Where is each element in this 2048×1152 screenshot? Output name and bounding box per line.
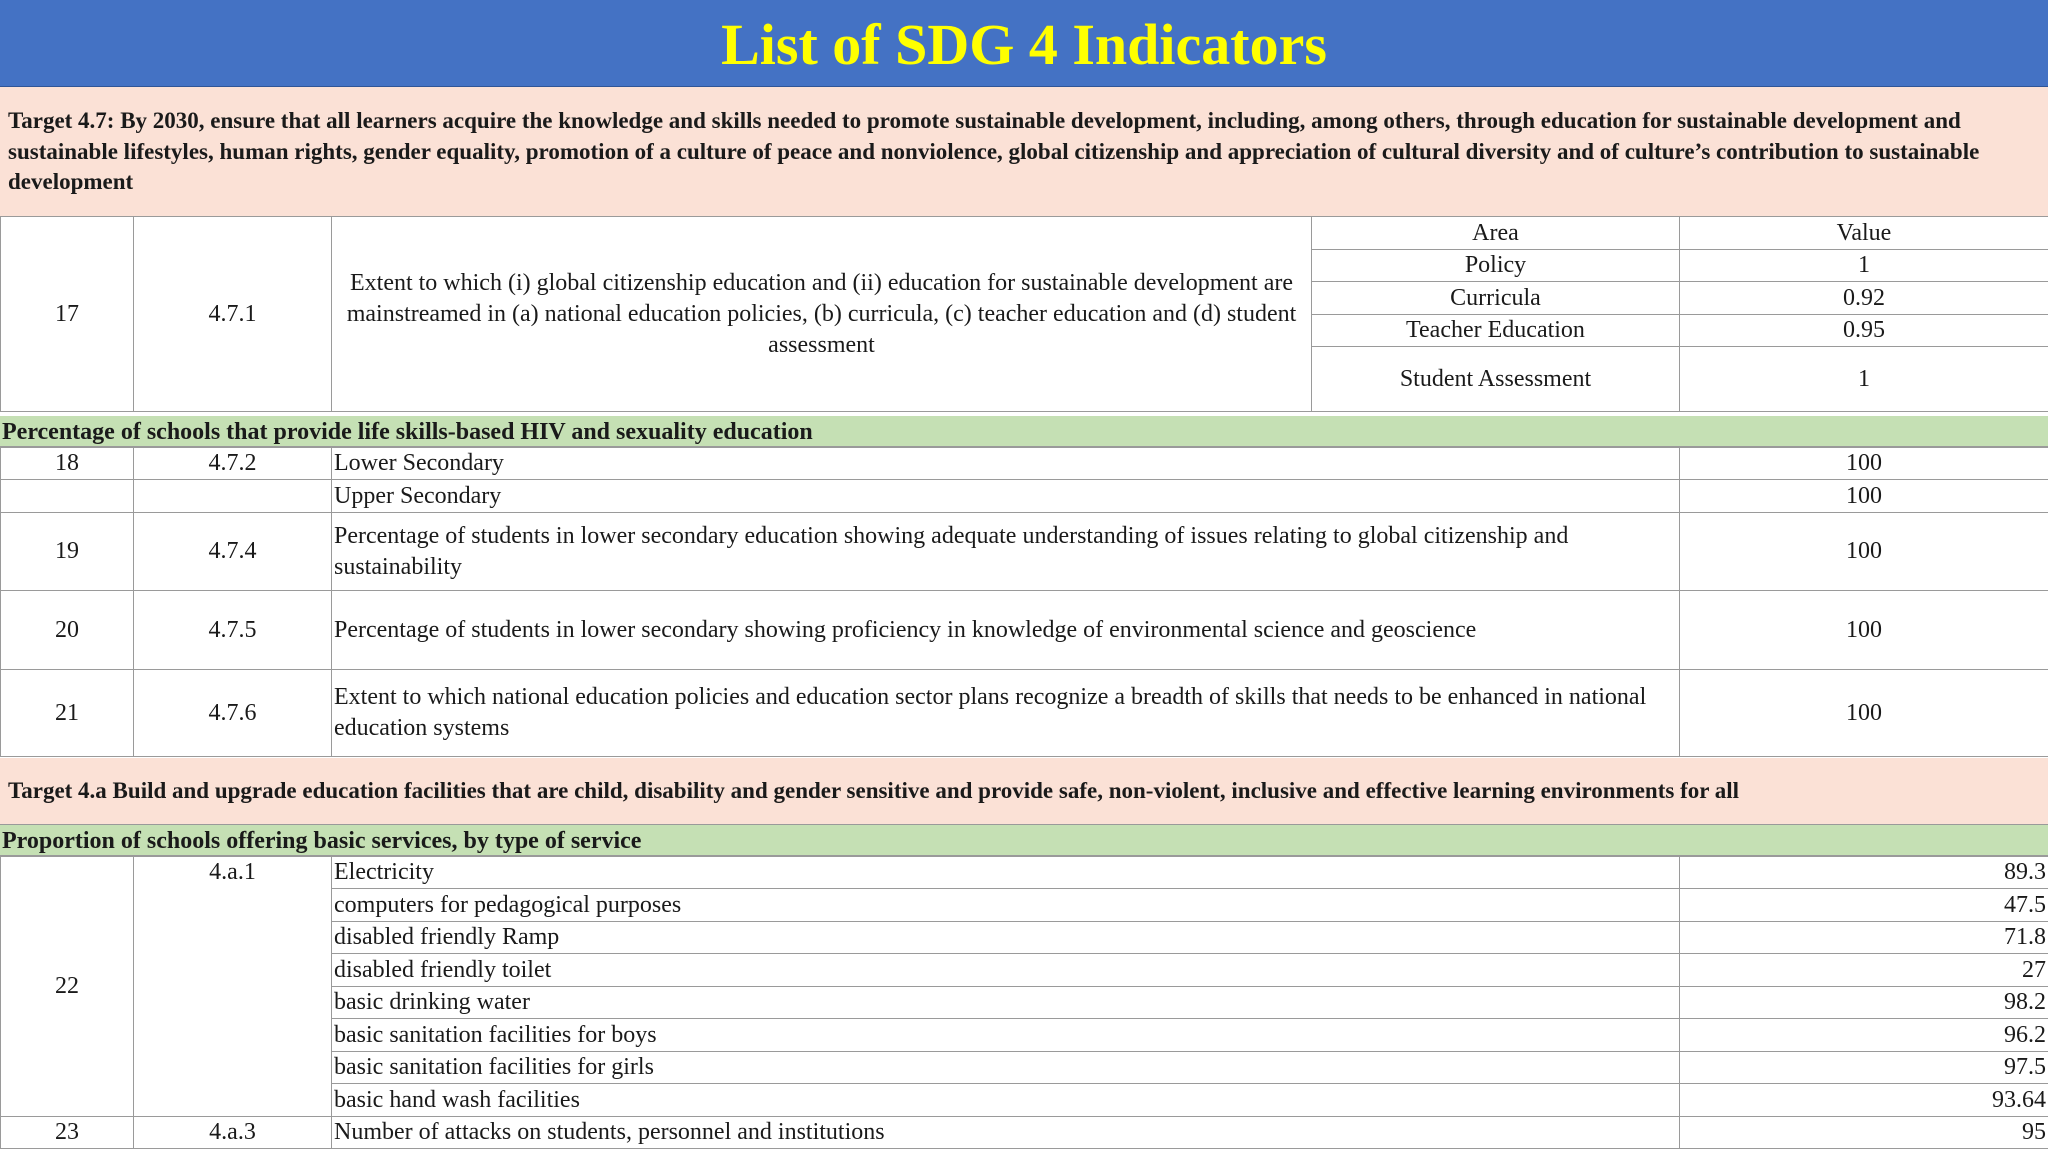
- value-cell: 47.5: [1680, 889, 2048, 922]
- area-cell: Student Assessment: [1312, 347, 1680, 412]
- indicator-description: Percentage of students in lower secondary education showing adequate understanding of issues relating to global citizenship and sustainability: [332, 513, 1680, 591]
- hiv-education-header-text: Percentage of schools that provide life skills-based HIV and sexuality education: [2, 419, 813, 445]
- value-cell: 1: [1680, 347, 2048, 412]
- value-cell: 93.64: [1680, 1084, 2048, 1117]
- table-row: [1, 217, 2048, 250]
- value-cell: 100: [1680, 448, 2048, 480]
- value-cell: 0.95: [1680, 315, 2048, 347]
- area-cell: Policy: [1312, 250, 1680, 282]
- indicator-description: Extent to which (i) global citizenship education and (ii) education for sustainable development are mainstreamed in (a) national education policies, (b) curricula, (c) teacher education and (d) student assessment: [332, 217, 1312, 412]
- value-cell: 27: [1680, 954, 2048, 987]
- value-cell: 71.8: [1680, 922, 2048, 954]
- table-row: [1, 1117, 2048, 1149]
- value-cell: 95: [1680, 1117, 2048, 1149]
- table-row: [1, 513, 2048, 591]
- level-label: Lower Secondary: [332, 448, 1680, 480]
- target-4-a-text: Target 4.a Build and upgrade education facilities that are child, disability and gender sensitive and provide safe, non-violent, inclusive and effective learning environments for all: [8, 778, 1740, 803]
- indicator-17-table: [0, 216, 2048, 412]
- service-label: Electricity: [332, 857, 1680, 889]
- indicator-number: 18: [1, 448, 134, 480]
- value-cell: 1: [1680, 250, 2048, 282]
- value-cell: 97.5: [1680, 1052, 2048, 1084]
- hiv-education-header: [0, 416, 2048, 447]
- indicator-code: 4.a.1: [134, 857, 332, 1117]
- empty-cell: [134, 480, 332, 513]
- service-label: basic sanitation facilities for girls: [332, 1052, 1680, 1084]
- empty-cell: [1, 480, 134, 513]
- indicator-number: 19: [1, 513, 134, 591]
- title-banner: [0, 0, 2048, 87]
- value-cell: 100: [1680, 670, 2048, 757]
- value-cell: 100: [1680, 480, 2048, 513]
- indicator-code: 4.7.6: [134, 670, 332, 757]
- indicator-number: 20: [1, 591, 134, 670]
- service-label: disabled friendly Ramp: [332, 922, 1680, 954]
- value-cell: 96.2: [1680, 1019, 2048, 1052]
- value-cell: 98.2: [1680, 987, 2048, 1019]
- target-4-7-text: Target 4.7: By 2030, ensure that all learners acquire the knowledge and skills needed to promote sustainable development, including, among others, through education for sustainable development and sustainable lifestyles, human rights, gender equality, promotion of a culture of peace and nonviolence, global citizenship and appreciation of cultural diversity and of culture’s contribution to sustainable development: [8, 108, 1980, 194]
- indicator-description: Extent to which national education policies and education sector plans recognize a breadth of skills that needs to be enhanced in national education systems: [332, 670, 1680, 757]
- indicator-code: 4.7.5: [134, 591, 332, 670]
- indicators-22-23-table: [0, 856, 2048, 1149]
- table-row: [1, 670, 2048, 757]
- value-cell: 89.3: [1680, 857, 2048, 889]
- value-cell: 100: [1680, 591, 2048, 670]
- indicator-description: Percentage of students in lower secondary showing proficiency in knowledge of environmental science and geoscience: [332, 591, 1680, 670]
- service-label: basic hand wash facilities: [332, 1084, 1680, 1117]
- basic-services-header: [0, 825, 2048, 856]
- value-cell: 0.92: [1680, 282, 2048, 315]
- table-row: [1, 480, 2048, 513]
- table-row: [1, 857, 2048, 889]
- service-label: basic drinking water: [332, 987, 1680, 1019]
- area-cell: Teacher Education: [1312, 315, 1680, 347]
- indicator-number: 21: [1, 670, 134, 757]
- service-label: computers for pedagogical purposes: [332, 889, 1680, 922]
- target-4-7-banner: [0, 87, 2048, 217]
- target-4-a-banner: [0, 758, 2048, 825]
- area-cell: Curricula: [1312, 282, 1680, 315]
- indicator-description: Number of attacks on students, personnel and institutions: [332, 1117, 1680, 1149]
- service-label: basic sanitation facilities for boys: [332, 1019, 1680, 1052]
- service-label: disabled friendly toilet: [332, 954, 1680, 987]
- page-title: List of SDG 4 Indicators: [721, 12, 1327, 77]
- value-cell: 100: [1680, 513, 2048, 591]
- indicator-number: 17: [1, 217, 134, 412]
- area-header: Area: [1312, 217, 1680, 250]
- indicator-number: 23: [1, 1117, 134, 1149]
- value-header: Value: [1680, 217, 2048, 250]
- indicator-code: 4.7.1: [134, 217, 332, 412]
- indicator-number: 22: [1, 857, 134, 1117]
- basic-services-header-text: Proportion of schools offering basic services, by type of service: [2, 828, 642, 854]
- indicator-code: 4.7.4: [134, 513, 332, 591]
- table-row: [1, 591, 2048, 670]
- indicator-code: 4.a.3: [134, 1117, 332, 1149]
- indicator-code: 4.7.2: [134, 448, 332, 480]
- indicators-18-21-table: [0, 447, 2048, 757]
- level-label: Upper Secondary: [332, 480, 1680, 513]
- table-row: [1, 448, 2048, 480]
